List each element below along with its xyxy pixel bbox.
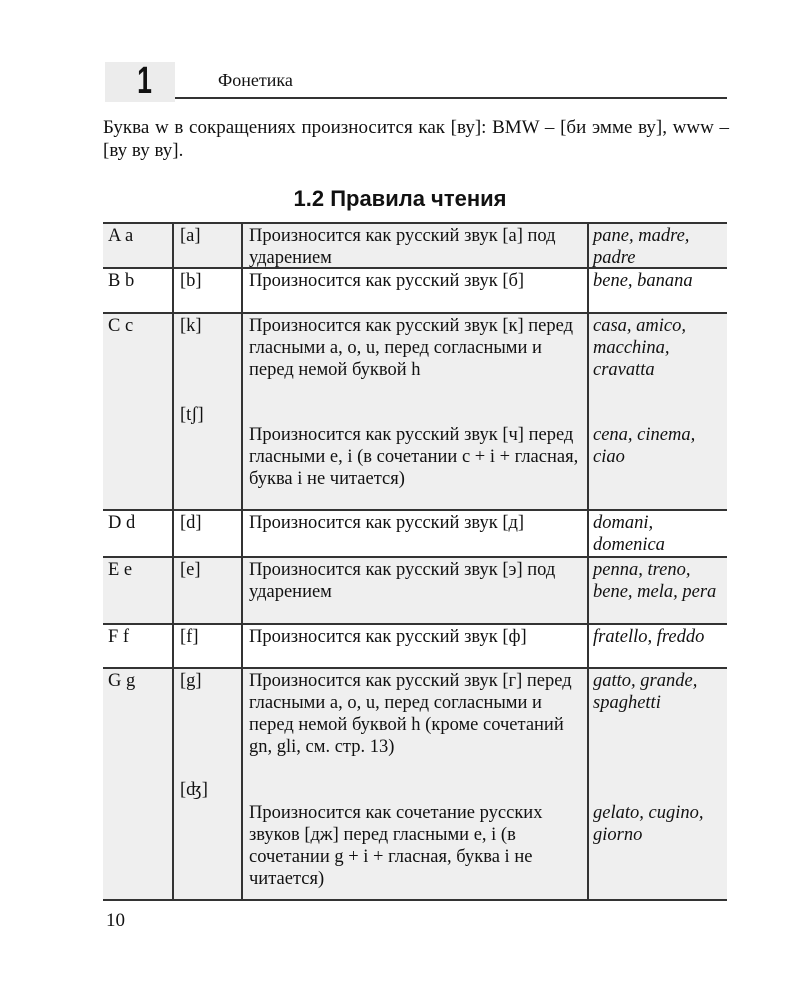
phoneme: [f] [180,627,199,647]
letter-cell [103,625,176,667]
table-row [103,625,727,669]
letter-cell [103,224,176,267]
description-cell [241,558,589,623]
examples: fratello, freddo [593,627,705,647]
examples: pane, madre, padre [593,226,690,268]
phoneme: [g] [180,671,202,691]
phoneme-cell [172,669,243,899]
letter-cell [103,669,176,899]
phoneme: [k] [180,316,202,336]
phoneme-cell [172,269,243,312]
phoneme-cell [172,314,243,509]
examples: bene, banana [593,271,693,291]
examples: penna, treno, bene, mela, pera [593,560,717,602]
reading-rules-table [103,222,727,901]
table-row [103,669,727,901]
intro-paragraph: Буква w в сокращениях произносится как [ву]: BMW – [би эмме ву], www – [ву ву ву]. [103,117,729,161]
letter: G g [108,671,136,691]
examples: casa, amico, macchina, cravatta [593,316,686,380]
description-cell [241,511,589,556]
letter-cell [103,511,176,556]
phoneme-cell [172,625,243,667]
examples-cell [587,669,729,899]
description-cell [241,224,589,267]
chapter-number: 1 [137,60,152,102]
description: Произносится как русский звук [б] [249,271,525,291]
examples-cell [587,625,729,667]
examples-cell [587,224,729,267]
section-title: 1.2 Правила чтения [293,186,507,211]
description: Произносится как русский звук [к] перед гласными а, о, u, перед согласными и перед немой буквой h [249,316,574,380]
description: Произносится как русский звук [ч] перед гласными е, i (в сочетании c + i + гласная, буква i не читается) [249,425,579,489]
table-row [103,314,727,511]
examples: cena, cinema, ciao [593,425,696,467]
examples-cell [587,558,729,623]
description-cell [241,669,589,899]
description-cell [241,269,589,312]
examples-cell [587,314,729,509]
table-row [103,511,727,558]
letter: F f [108,627,130,647]
examples: gatto, grande, spaghetti [593,671,698,713]
description: Произносится как русский звук [г] перед гласными а, о, u, перед согласными и перед немой буквой h (кроме сочетаний gn, gli, см. стр. 13) [249,671,572,757]
phoneme: [d] [180,513,202,533]
phoneme: [e] [180,560,201,580]
letter: B b [108,271,135,291]
description: Произносится как русский звук [а] под ударением [249,226,556,268]
examples: gelato, cugino, giorno [593,803,704,845]
phoneme: [tʃ] [180,405,204,425]
description: Произносится как сочетание русских звуков [дж] перед гласными е, i (в сочетании g + i + гласная, буква i не читается) [249,803,543,889]
phoneme: [b] [180,271,202,291]
phoneme: [ʤ] [180,780,208,800]
description: Произносится как русский звук [д] [249,513,525,533]
chapter-title: Фонетика [218,70,293,90]
description-cell [241,625,589,667]
description: Произносится как русский звук [ф] [249,627,527,647]
examples: domani, domenica [593,513,665,555]
examples-cell [587,269,729,312]
letter: A a [108,226,134,246]
phoneme-cell [172,511,243,556]
description-cell [241,314,589,509]
letter: C c [108,316,134,336]
page-number: 10 [106,910,125,931]
letter-cell [103,558,176,623]
phoneme-cell [172,224,243,267]
letter-cell [103,314,176,509]
table-row [103,269,727,314]
letter: E e [108,560,133,580]
phoneme-cell [172,558,243,623]
letter: D d [108,513,136,533]
description: Произносится как русский звук [э] под ударением [249,560,556,602]
table-row [103,558,727,625]
table-row [103,224,727,269]
phoneme: [a] [180,226,201,246]
examples-cell [587,511,729,556]
header-rule [175,97,727,99]
letter-cell [103,269,176,312]
